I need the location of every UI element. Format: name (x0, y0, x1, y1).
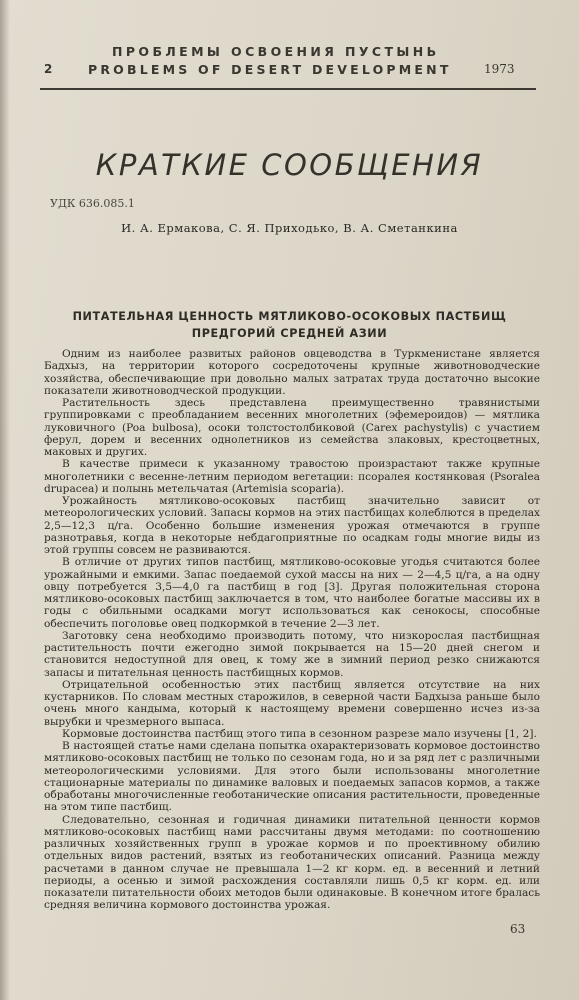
paragraph: Урожайность мятликово-осоковых пастбищ значительно зависит от метеорологических условий. Запасы кормов на этих пастбищах колеблются в пределах 2,5—12,3 ц/га. Особенно большие изменения урожая отмечаются в группе разнотравья, когда в некоторые небдагоприятные по осадкам годы многие виды из этой группы совсем не развиваются. (44, 495, 540, 556)
paragraph: Заготовку сена необходимо производить потому, что низкорослая пастбищная растительность почти ежегодно зимой покрывается на 15—20 дней снегом и становится недоступной для овец, к тому же в зимний период резко снижаются запасы и питательная ценность пастбищных кормов. (44, 629, 540, 679)
issue-number: 2 (44, 62, 53, 76)
paragraph: В настоящей статье нами сделана попытка охарактеризовать кормовое достоинство мятликово-осоковых пастбищ не только по сезонам года, но и за ряд лет с различными метеорологическими условиями. Для этого были использованы многолетние стационарные материалы по динамике валовых и поедаемых запасов кормов, а также обработаны многочисленные геоботанические описания растительности, проведенные на этом типе пастбищ. (44, 740, 540, 814)
page-number: 63 (510, 922, 526, 936)
article-title-line-2: ПРЕДГОРИЙ СРЕДНЕЙ АЗИИ (191, 327, 388, 340)
paragraph: Одним из наиболее развитых районов овцеводства в Туркменистане является Бадхыз, на территории которого сосредоточены крупные животноводческие хозяйства, обеспечивающие при довольно малых затратах труда достаточно высокие показатели животноводческой продукции. (44, 348, 540, 397)
authors: И. А. Ермакова, С. Я. Приходько, В. А. Сметанкина (121, 221, 458, 235)
article-title (0, 308, 579, 342)
paragraph: Растительность здесь представлена преимущественно травянистыми группировками с преобладанием весенних многолетних (эфемероидов) — мятлика луковичного (Poa bulbosa), осоки толстостолбиковой (Carex pachystylis) с участием ферул, дорем и весенних однолетников из семейства злаковых, крестоцветных, маковых и других. (44, 397, 540, 458)
journal-year: 1973 (484, 62, 515, 76)
udk-code: УДК 636.085.1 (50, 197, 135, 210)
journal-title-en: PROBLEMS OF DESERT DEVELOPMENT (88, 62, 452, 77)
paragraph: Кормовые достоинства пастбищ этого типа в сезонном разрезе мало изучены [1, 2]. (62, 727, 537, 740)
paragraph: Отрицательной особенностью этих пастбищ является отсутствие на них кустарников. По словам местных старожилов, в северной части Бадхыза раньше было очень много кандыма, который к настоящему времени совершенно исчез из-за вырубки и чрезмерного выпаса. (44, 678, 540, 728)
paragraph: В качестве примеси к указанному травостою произрастают также крупные многолетники с весенне-летним периодом вегетации: псоралея костянковая (Psoralea drupacea) и полынь метельчатая (Artemisia scoparia). (44, 458, 540, 495)
paragraph: Следовательно, сезонная и годичная динамики питательной ценности кормов мятликово-осоковых пастбищ нами рассчитаны двумя методами: по соотношению различных хозяйственных групп в урожае кормов и по проективному обилию отдельных видов растений, взятых из геоботанических описаний. Разница между расчетами в данном случае не превышала 1—2 кг корм. ед. в весенний и летний периоды, а осенью и зимой расхождения составляли лишь 0,5 кг корм. ед. или показатели питательности обоих методов были одинаковые. В конечном итоге бралась средняя величина кормового достоинства урожая. (44, 813, 540, 912)
journal-title-ru: ПРОБЛЕМЫ ОСВОЕНИЯ ПУСТЫНЬ (112, 44, 440, 59)
paragraph: В отличие от других типов пастбищ, мятликово-осоковые угодья считаются более урожайными и емкими. Запас поедаемой сухой массы на них — 2—4,5 ц/га, а на одну овцу потребуется 3,5—4,0 га пастбищ в год [3]. Другая положительная сторона мятликово-осоковых пастбищ заключается в том, что наиболее богатые массивы их в годы с обильными осадками могут использоваться как сенокосы, способные обеспечить поголовье овец подкормкой в течение 2—3 лет. (44, 556, 540, 630)
section-title: КРАТКИЕ СООБЩЕНИЯ (95, 148, 484, 182)
article-title-line-1: ПИТАТЕЛЬНАЯ ЦЕННОСТЬ МЯТЛИКОВО-ОСОКОВЫХ ПАСТБИЩ (72, 310, 507, 323)
header-rule (40, 88, 536, 90)
article-body (44, 348, 540, 912)
